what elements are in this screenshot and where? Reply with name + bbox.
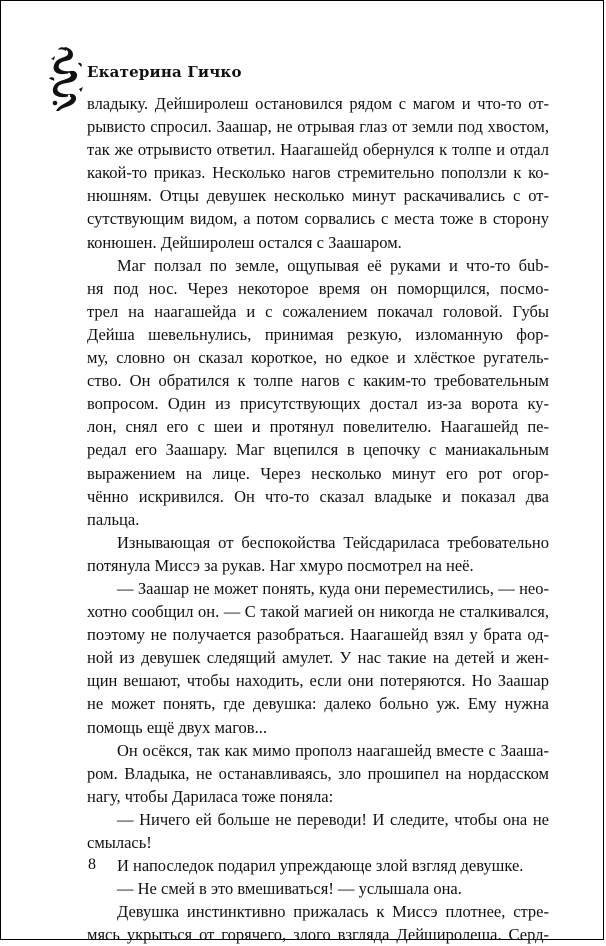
text-line: нагу, чтобы Дариласа тоже поняла: bbox=[87, 786, 334, 806]
serpent-ornament-icon bbox=[45, 45, 87, 115]
text-line: конюшен. Дейширолеш остался с Заашаром. bbox=[87, 232, 402, 252]
text-line: ной из девушек следящий амулет. У нас такие на детей и жен- bbox=[87, 648, 549, 668]
text-line: Он осёкся, так как мимо прополз наагашейд вместе с Зааша- bbox=[117, 740, 549, 760]
text-line: лон, снял его с шеи и протянул повелителю. Наагашейд пе- bbox=[87, 417, 549, 437]
text-line: ня под нос. Через некоторое время он поморщился, посмо- bbox=[87, 278, 549, 298]
text-line: — Ничего ей больше не переводи! И следите, чтобы она не bbox=[117, 809, 549, 829]
text-line: не может понять, где девушка: далеко больно уж. Ему нужна bbox=[87, 694, 549, 714]
text-line: чённо искривился. Он что-то сказал владыке и показал два bbox=[87, 486, 549, 506]
text-line: хотно сообщил он. — С такой магией он никогда не сталкивался, bbox=[87, 602, 549, 622]
text-line: Маг ползал по земле, ощупывая её руками и что-то бub- bbox=[117, 255, 549, 275]
text-line: вопросом. Один из присутствующих достал из-за ворота ку- bbox=[87, 394, 549, 414]
text-line: пальца. bbox=[87, 509, 140, 529]
text-line: щин вешают, чтобы находить, если они потеряются. Но Заашар bbox=[87, 671, 549, 691]
text-line: — Заашар не может понять, куда они переместились, — нео- bbox=[117, 578, 549, 598]
page-number: 8 bbox=[88, 856, 96, 873]
text-line: сутствующим видом, а потом сорвались с места тоже в сторону bbox=[87, 209, 549, 229]
text-line: помощь ещё двух магов... bbox=[87, 717, 267, 737]
body-text bbox=[87, 92, 549, 946]
text-line: — Не смей в это вмешиваться! — услышала она. bbox=[117, 879, 462, 899]
text-line: нюшням. Отцы девушек несколько минут раскачивались с от- bbox=[87, 186, 549, 206]
text-line: Дейша шевельнулись, принимая резкую, изломанную фор- bbox=[87, 324, 549, 344]
text-line: потянула Миссэ за рукав. Наг хмуро посмотрел на неё. bbox=[87, 555, 474, 575]
text-line: выражением на лице. Через несколько минут его рот огор- bbox=[87, 463, 549, 483]
text-line: трел на наагашейда и с сожалением покачал головой. Губы bbox=[87, 301, 549, 321]
text-line: Девушка инстинктивно прижалась к Миссэ плотнее, стре- bbox=[117, 902, 549, 922]
text-line: рывисто спросил. Заашар, не отрывая глаз от земли под хвостом, bbox=[87, 117, 549, 137]
text-line: владыку. Дейширолеш остановился рядом с магом и что-то от- bbox=[87, 94, 549, 113]
text-line: Изнывающая от беспокойства Тейсдариласа требовательно bbox=[117, 532, 549, 552]
text-line: му, словно он сказал короткое, но едкое и хлёсткое ругатель- bbox=[87, 348, 549, 368]
text-line: редал его Заашару. Маг вцепился в цепочку с маниакальным bbox=[87, 440, 549, 460]
text-line: ство. Он обратился к толпе нагов с каким-то требовательным bbox=[87, 371, 549, 391]
text-line: ром. Владыка, не останавливаясь, зло прошипел на нордасском bbox=[87, 763, 549, 783]
text-line: И напоследок подарил упреждающе злой взгляд девушке. bbox=[117, 856, 524, 876]
text-line: мясь укрыться от горячего, злого взгляда Дейширолеша. Серд- bbox=[87, 925, 549, 945]
author-name: Екатерина Гичко bbox=[87, 63, 242, 81]
text-line: какой-то приказ. Несколько нагов стремительно поползли к ко- bbox=[87, 163, 549, 183]
text-line: смылась! bbox=[87, 833, 152, 852]
text-line: поэтому не получается разобраться. Наагашейд взял у брата од- bbox=[87, 625, 549, 645]
text-line: так же отрывисто ответил. Наагашейд обернулся к толпе и отдал bbox=[87, 140, 549, 160]
